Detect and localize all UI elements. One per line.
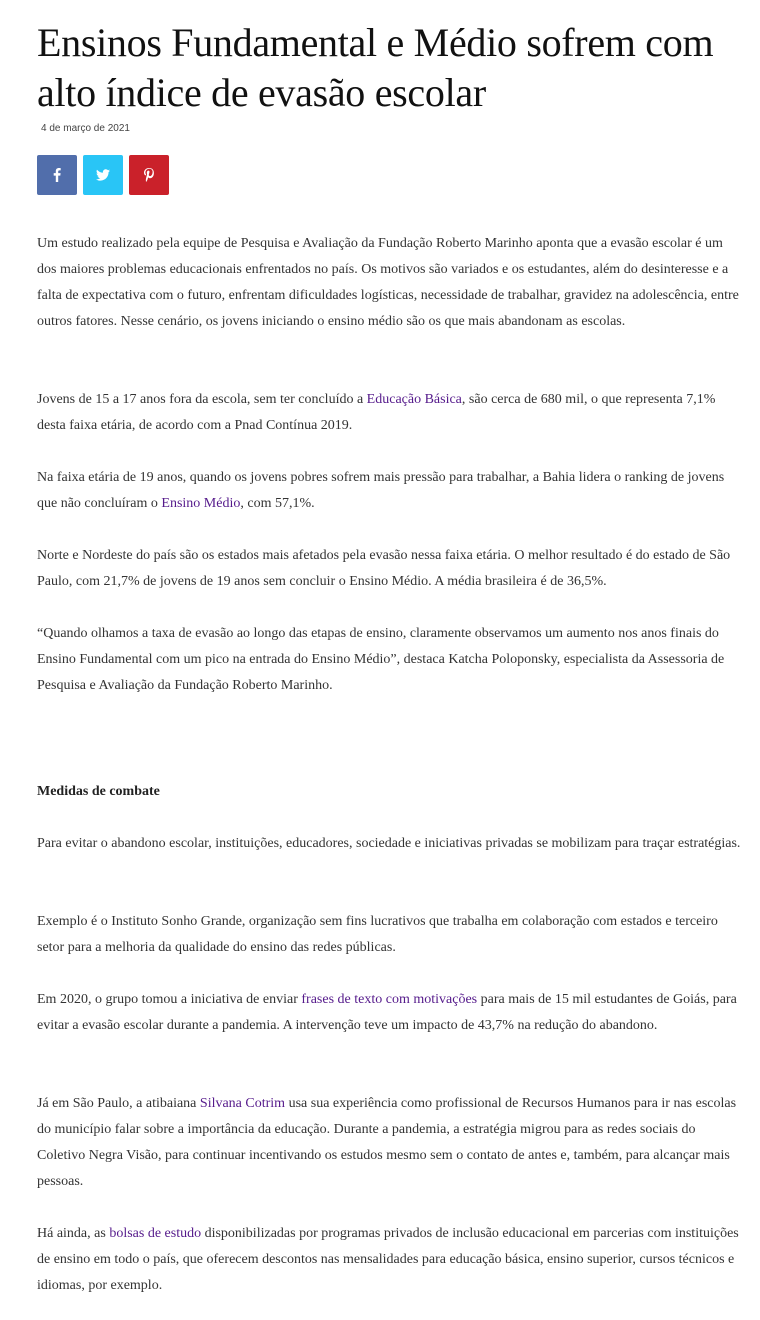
link-educacao-basica[interactable]: Educação Básica bbox=[366, 392, 462, 407]
paragraph-norte-nordeste: Norte e Nordeste do país são os estados mais afetados pela evasão nessa faixa etária. O melhor resultado é do estado de São Paulo, com 21,7% de jovens de 19 anos sem concluir o Ensino Médio. A média brasileira é de 36,5%. bbox=[37, 548, 731, 589]
paragraph-sonho-grande: Exemplo é o Instituto Sonho Grande, organização sem fins lucrativos que trabalha em colaboração com estados e terceiro setor para a melhoria da qualidade do ensino das redes públicas. bbox=[37, 914, 718, 955]
paragraph-intro: Um estudo realizado pela equipe de Pesquisa e Avaliação da Fundação Roberto Marinho aponta que a evasão escolar é um dos maiores problemas educacionais enfrentados no país. Os motivos são variados e os estudantes, além do desinteresse e a falta de expectativa com o futuro, enfrentam dificuldades logísticas, necessidade de trabalhar, gravidez na adolescência, entre outros fatores. Nesse cenário, os jovens iniciando o ensino médio são os que mais abandonam as escolas. bbox=[37, 236, 739, 329]
paragraph-goias: Em 2020, o grupo tomou a iniciativa de enviar frases de texto com motivações para mais de 15 mil estudantes de Goiás, para evitar a evasão escolar durante a pandemia. A intervenção teve um impacto de 43,7% na redução do abandono. bbox=[37, 992, 737, 1033]
link-ensino-medio[interactable]: Ensino Médio bbox=[161, 496, 241, 511]
link-bolsas-estudo[interactable]: bolsas de estudo bbox=[109, 1226, 202, 1241]
link-silvana-cotrim[interactable]: Silvana Cotrim bbox=[199, 1096, 286, 1111]
facebook-icon bbox=[53, 168, 61, 182]
paragraph-estrategias: Para evitar o abandono escolar, instituições, educadores, sociedade e iniciativas privadas se mobilizam para traçar estratégias. bbox=[37, 836, 741, 851]
twitter-icon bbox=[96, 169, 110, 181]
pinterest-icon bbox=[144, 168, 154, 182]
paragraph-jovens: Jovens de 15 a 17 anos fora da escola, sem ter concluído a Educação Básica, são cerca de 680 mil, o que representa 7,1% desta faixa etária, de acordo com a Pnad Contínua 2019. bbox=[37, 392, 716, 433]
twitter-share-button[interactable] bbox=[83, 155, 123, 195]
paragraph-sao-paulo: Já em São Paulo, a atibaiana Silvana Cotrim usa sua experiência como profissional de Recursos Humanos para ir nas escolas do município falar sobre a importância da educação. Durante a pandemia, a estratégia migrou para as redes sociais do Coletivo Negra Visão, para continuar incentivando os estudos mesmo sem o contato de antes e, também, para alcançar mais pessoas. bbox=[37, 1096, 737, 1189]
paragraph-bolsas: Há ainda, as bolsas de estudo disponibilizadas por programas privados de inclusão educacional em parcerias com instituições de ensino em todo o país, que oferecem descontos nas mensalidades para educação básica, ensino superior, cursos técnicos e idiomas, por exemplo. bbox=[37, 1226, 739, 1293]
paragraph-bahia: Na faixa etária de 19 anos, quando os jovens pobres sofrem mais pressão para trabalhar, a Bahia lidera o ranking de jovens que não concluíram o Ensino Médio, com 57,1%. bbox=[37, 470, 725, 511]
publish-date: 4 de março de 2021 bbox=[41, 123, 130, 134]
article bbox=[37, 0, 741, 1293]
article-title: Ensinos Fundamental e Médio sofrem com alto índice de evasão escolar bbox=[37, 20, 714, 115]
facebook-share-button[interactable] bbox=[37, 155, 77, 195]
section-heading: Medidas de combate bbox=[37, 784, 160, 799]
link-frases-motivacoes[interactable]: frases de texto com motivações bbox=[301, 992, 478, 1007]
pinterest-share-button[interactable] bbox=[129, 155, 169, 195]
share-buttons bbox=[37, 155, 169, 195]
paragraph-quote: “Quando olhamos a taxa de evasão ao longo das etapas de ensino, claramente observamos um aumento nos anos finais do Ensino Fundamental com um pico na entrada do Ensino Médio”, destaca Katcha Poloponsky, especialista da Assessoria de Pesquisa e Avaliação da Fundação Roberto Marinho. bbox=[37, 626, 725, 693]
